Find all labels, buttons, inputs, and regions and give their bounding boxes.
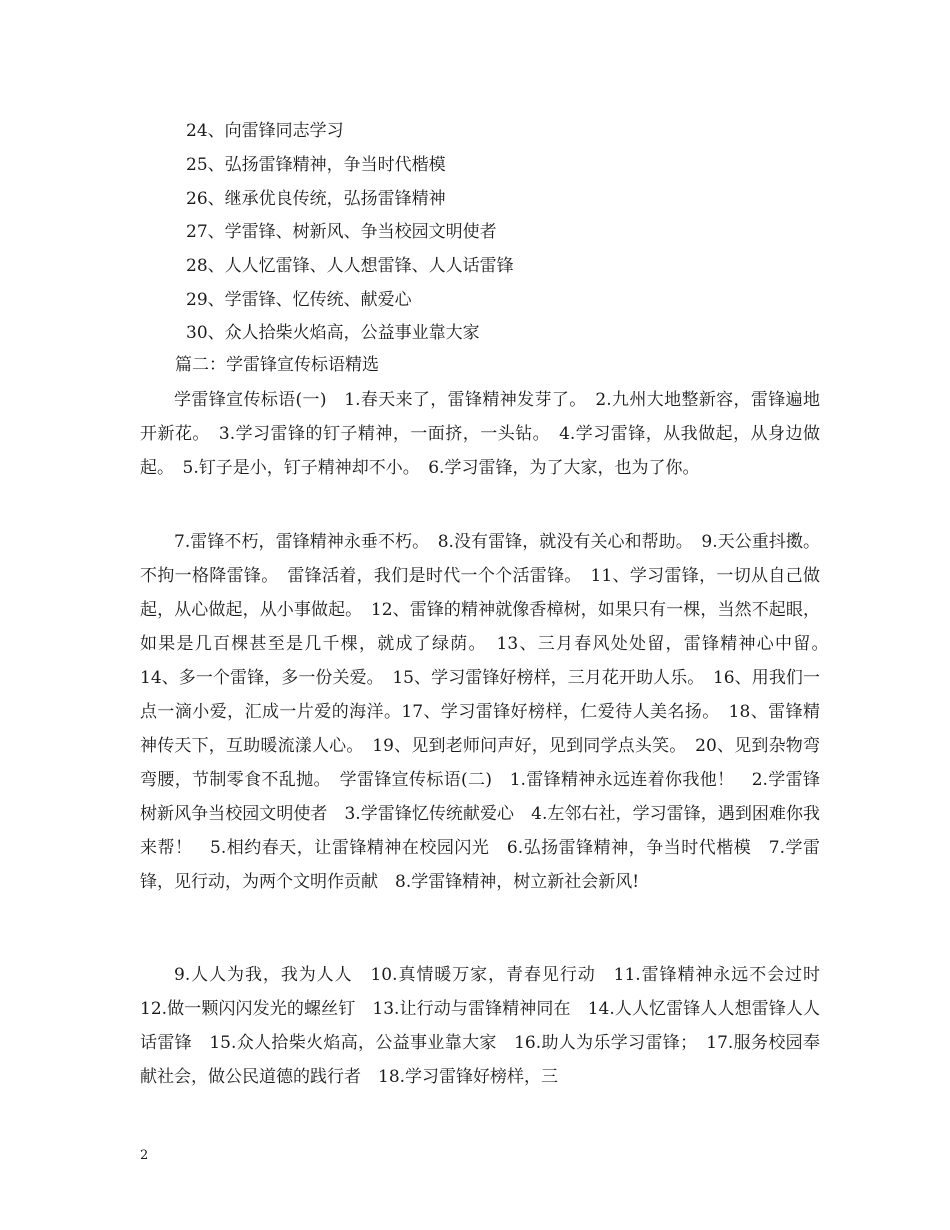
list-item-27: 27、学雷锋、树新风、争当校园文明使者 <box>186 222 497 242</box>
list-item-29: 29、学雷锋、忆传统、献爱心 <box>186 290 412 310</box>
list-item-30: 30、众人拾柴火焰高，公益事业靠大家 <box>186 323 480 343</box>
paragraph-slogans-part-3: 9.人人为我，我为人人 10.真情暖万家，青春见行动 11.雷锋精神永远不会过时 12.做一颗闪闪发光的螺丝钉 13.让行动与雷锋精神同在 14.人人忆雷锋人人想雷锋人人话雷锋 15.众人拾柴火焰高，公益事业靠大家 16.助人为乐学习雷锋； 17.服务校园奉献社会，做公民道德的践行者 18.学习雷锋好榜样，三 <box>140 965 837 1087</box>
list-item-26: 26、继承优良传统，弘扬雷锋精神 <box>186 189 446 209</box>
page-number: 2 <box>140 1148 149 1163</box>
section-heading: 篇二：学雷锋宣传标语精选 <box>175 355 379 375</box>
list-item-28: 28、人人忆雷锋、人人想雷锋、人人话雷锋 <box>186 256 514 276</box>
paragraph-slogans-part-1: 学雷锋宣传标语(一) 1.春天来了，雷锋精神发芽了。 2.九州大地整新容，雷锋遍地开新花。 3.学习雷锋的钉子精神，一面挤，一头钻。 4.学习雷锋，从我做起，从身边做起。 5.钉子是小，钉子精神却不小。 6.学习雷锋，为了大家，也为了你。 <box>140 390 820 478</box>
list-item-25: 25、弘扬雷锋精神，争当时代楷模 <box>186 155 446 175</box>
list-item-24: 24、向雷锋同志学习 <box>186 121 344 141</box>
paragraph-slogans-part-2: 7.雷锋不朽，雷锋精神永垂不朽。 8.没有雷锋，就没有关心和帮助。 9.天公重抖擞。不拘一格降雷锋。 雷锋活着，我们是时代一个个活雷锋。 11、学习雷锋，一切从自己做起，从心做起，从小事做起。 12、雷锋的精神就像香樟树，如果只有一棵，当然不起眼，如果是几百棵甚至是几千棵，就成了绿荫。 13、三月春风处处留，雷锋精神心中留。 14、多一个雷锋，多一份关爱。 15、学习雷锋好榜样，三月花开助人乐。 16、用我们一点一滴小爱，汇成一片爱的海洋。17、学习雷锋好榜样，仁爱待人美名扬。 18、雷锋精神传天下，互助暖流漾人心。 19、见到老师问声好，见到同学点头笑。 20、见到杂物弯弯腰，节制零食不乱抛。 学雷锋宣传标语(二) 1.雷锋精神永远连着你我他！ 2.学雷锋树新风争当校园文明使者 3.学雷锋忆传统献爱心 4.左邻右社，学习雷锋，遇到困难你我来帮！ 5.相约春天，让雷锋精神在校园闪光 6.弘扬雷锋精神，争当时代楷模 7.学雷锋，见行动，为两个文明作贡献 8.学雷锋精神，树立新社会新风! <box>140 532 837 892</box>
